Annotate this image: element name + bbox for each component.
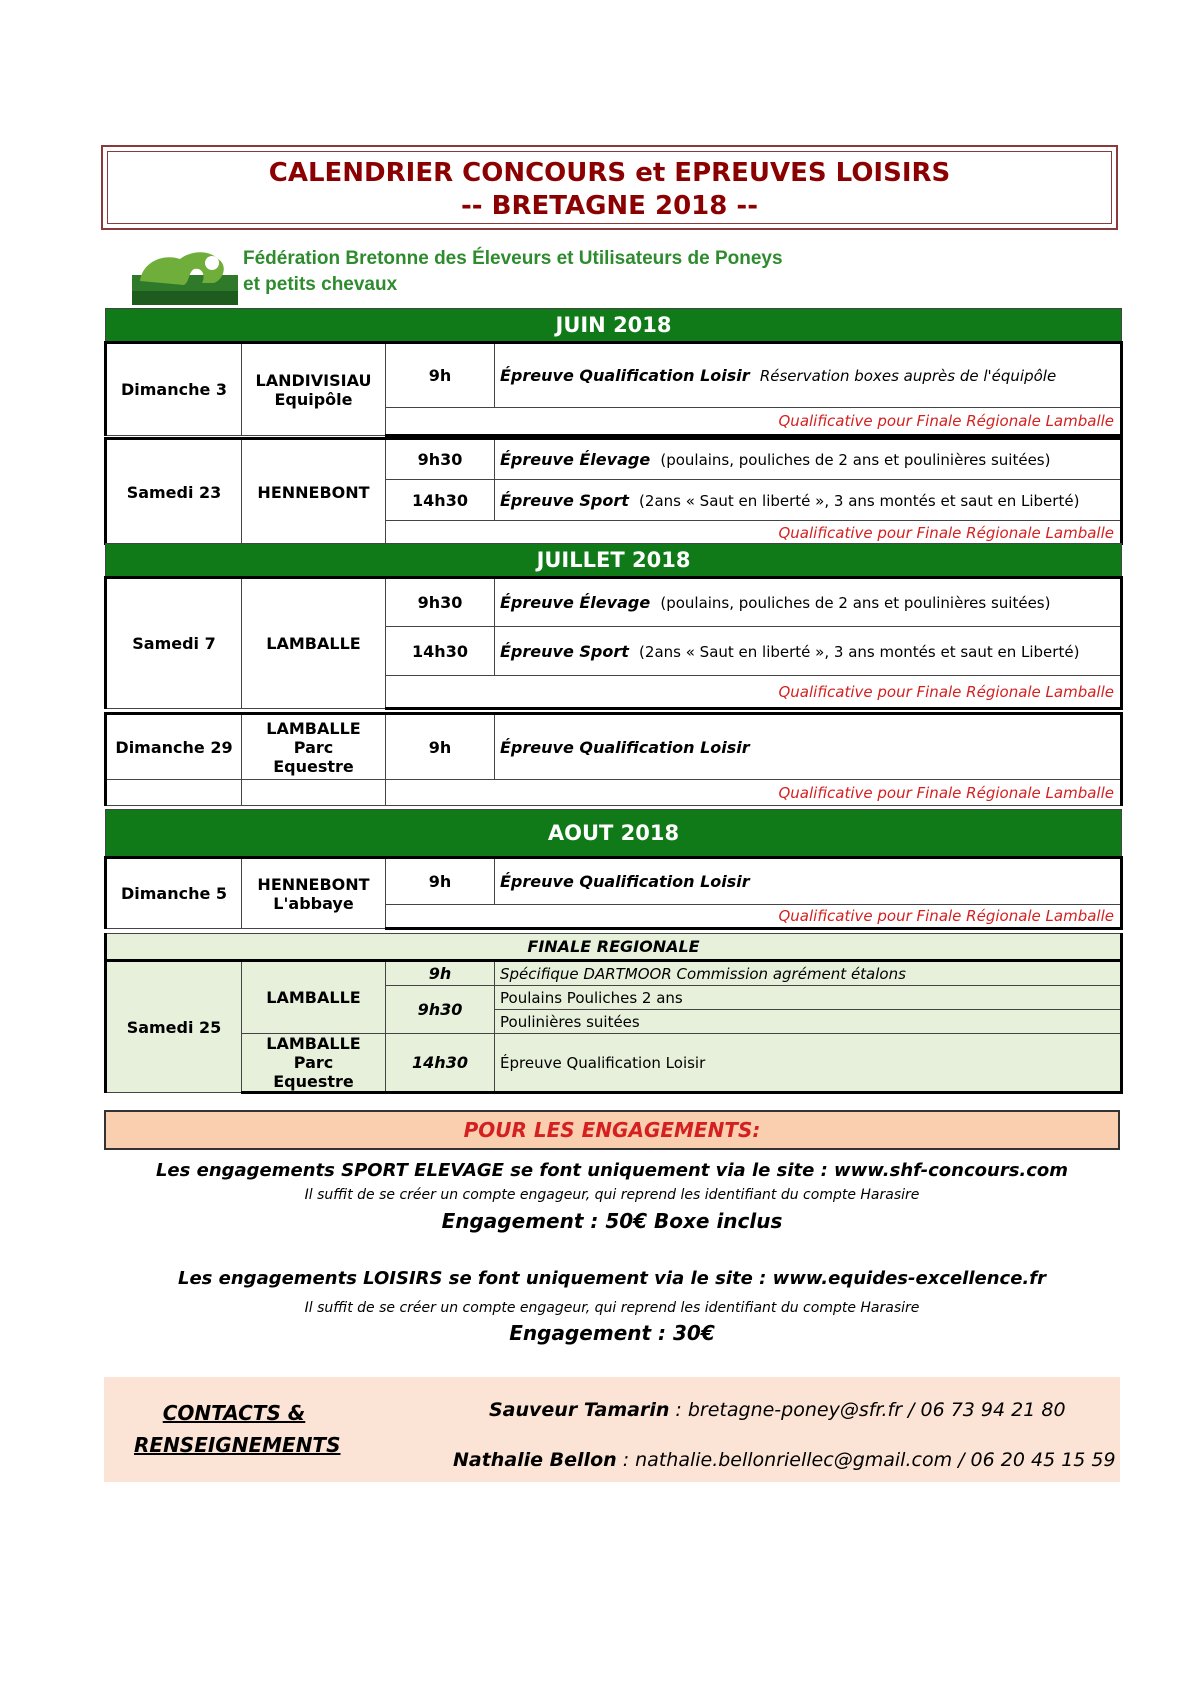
- event-description: Épreuve Qualification Loisir: [495, 858, 1122, 905]
- engagements-header: POUR LES ENGAGEMENTS:: [104, 1110, 1120, 1150]
- sport-engagement-price: Engagement : 50€ Boxe inclus: [441, 1209, 783, 1233]
- event-place: LANDIVISIAU Equipôle: [242, 343, 386, 436]
- title-box: [101, 145, 1118, 230]
- page-title: [107, 151, 1112, 224]
- july-section-2: [104, 712, 1120, 806]
- june-section: [104, 308, 1120, 437]
- title-line2: -- BRETAGNE 2018 --: [461, 191, 758, 221]
- loisir-engagement-note: Il suffit de se créer un compte engageur, qui reprend les identifiant du compte Harasire: [304, 1300, 920, 1316]
- loisir-engagement-line: Les engagements LOISIRS se font uniquement via le site : www.equides-excellence.fr: [178, 1268, 1046, 1289]
- finale-header: FINALE REGIONALE: [106, 934, 1122, 961]
- title-line1: CALENDRIER CONCOURS et EPREUVES LOISIRS: [268, 158, 951, 188]
- event-description: Épreuve Qualification Loisir: [495, 714, 1122, 780]
- event-description: Poulains Pouliches 2 ans: [495, 986, 1122, 1010]
- finale-section: [104, 933, 1120, 1094]
- month-header-august: AOUT 2018: [106, 810, 1122, 858]
- event-place: LAMBALLE: [242, 961, 386, 1034]
- event-place: LAMBALLE: [242, 578, 386, 709]
- contacts-label: CONTACTS & RENSEIGNEMENTS: [134, 1401, 341, 1457]
- event-description: Spécifique DARTMOOR Commission agrément étalons: [495, 961, 1122, 986]
- event-time: 9h30: [386, 439, 495, 480]
- empty-cell: [106, 780, 242, 806]
- sport-engagement-line: Les engagements SPORT ELEVAGE se font uniquement via le site : www.shf-concours.com: [155, 1160, 1069, 1181]
- event-day: Dimanche 3: [106, 343, 242, 436]
- event-time: 14h30: [386, 1034, 495, 1093]
- event-description: Épreuve Élevage (poulains, pouliches de 2 ans et poulinières suitées): [495, 578, 1122, 627]
- event-description: Épreuve Sport (2ans « Saut en liberté », 3 ans montés et saut en Liberté): [495, 480, 1122, 521]
- event-description: Poulinières suitées: [495, 1010, 1122, 1034]
- event-place: HENNEBONT: [242, 439, 386, 545]
- contact-sauveur: Sauveur Tamarin : bretagne-poney@sfr.fr / 06 73 94 21 80: [489, 1399, 1066, 1421]
- event-day: Samedi 23: [106, 439, 242, 545]
- event-time: 9h: [386, 858, 495, 905]
- federation-line2: et petits chevaux: [243, 274, 398, 295]
- event-time: 14h30: [386, 480, 495, 521]
- event-day: Samedi 25: [106, 961, 242, 1093]
- event-description: Épreuve Qualification Loisir: [495, 1034, 1122, 1093]
- qualification-note: Qualificative pour Finale Régionale Lamballe: [386, 905, 1122, 929]
- event-time: 9h30: [386, 578, 495, 627]
- qualification-note: Qualificative pour Finale Régionale Lamballe: [386, 676, 1122, 709]
- qualification-note: Qualificative pour Finale Régionale Lamballe: [386, 408, 1122, 436]
- loisir-engagement-price: Engagement : 30€: [509, 1321, 715, 1345]
- event-description: Épreuve Qualification Loisir Réservation boxes auprès de l'équipôle: [495, 343, 1122, 408]
- sport-engagement-note: Il suffit de se créer un compte engageur, qui reprend les identifiant du compte Harasire: [304, 1187, 920, 1203]
- event-place: HENNEBONT L'abbaye: [242, 858, 386, 929]
- event-time: 9h30: [386, 986, 495, 1034]
- june-section-2: [104, 437, 1120, 545]
- event-day: Dimanche 5: [106, 858, 242, 929]
- federation-line1: Fédération Bretonne des Éleveurs et Utilisateurs de Poneys: [243, 248, 783, 269]
- qualification-note: Qualificative pour Finale Régionale Lamballe: [386, 521, 1122, 545]
- event-description: Épreuve Élevage (poulains, pouliches de 2 ans et poulinières suitées): [495, 439, 1122, 480]
- contacts-panel: [104, 1377, 1120, 1482]
- event-day: Dimanche 29: [106, 714, 242, 780]
- month-header-june: JUIN 2018: [106, 309, 1122, 343]
- event-description: Épreuve Sport (2ans « Saut en liberté », 3 ans montés et saut en Liberté): [495, 627, 1122, 676]
- event-time: 9h: [386, 714, 495, 780]
- event-place: LAMBALLE Parc Equestre: [242, 714, 386, 780]
- event-time: 9h: [386, 343, 495, 408]
- federation-name: [243, 246, 783, 298]
- empty-cell: [242, 780, 386, 806]
- qualification-note: Qualificative pour Finale Régionale Lamballe: [386, 780, 1122, 806]
- federation-logo-icon: [132, 245, 238, 305]
- july-section: [104, 543, 1120, 710]
- contact-nathalie: Nathalie Bellon : nathalie.bellonriellec@gmail.com / 06 20 45 15 59: [453, 1449, 1116, 1471]
- event-time: 14h30: [386, 627, 495, 676]
- event-place: LAMBALLE Parc Equestre: [242, 1034, 386, 1093]
- event-time: 9h: [386, 961, 495, 986]
- event-day: Samedi 7: [106, 578, 242, 709]
- august-section: [104, 809, 1120, 930]
- month-header-july: JUILLET 2018: [106, 544, 1122, 578]
